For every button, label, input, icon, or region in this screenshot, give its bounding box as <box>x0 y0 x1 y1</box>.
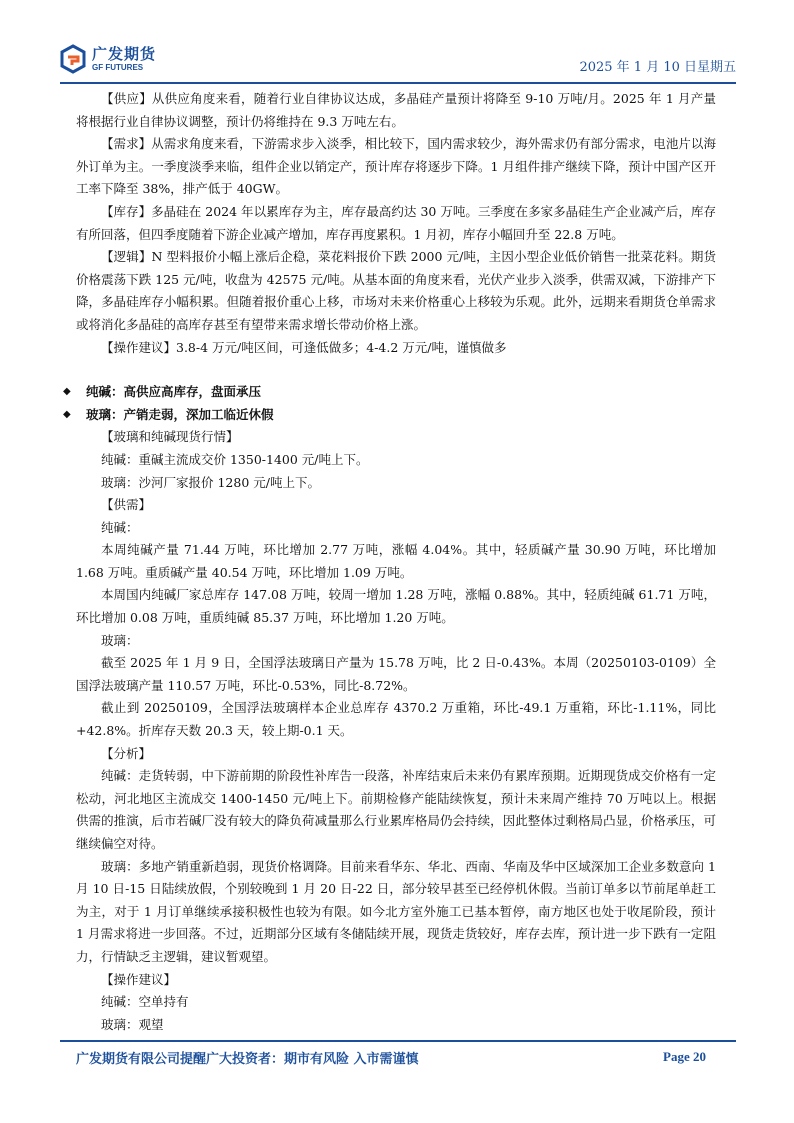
glass-analysis-paragraph: 玻璃：多地产销重新趋弱，现货价格调降。目前来看华东、华北、西南、华南及华中区域深加工企业多数意向 1 月 10 日-15 日陆续放假，个别较晚到 1 月 20 日-22 日，部分较早甚至已经停机休假。当前订单多以节前尾单赶工为主，对于 1 月订单继续承接积极性也较为有限。如今北方室外施工已基本暂停，南方地区也处于收尾阶段，预计 1 月需求将进一步回落。不过，近期部分区域有冬储陆续开展，现货走货较好，库存去库，预计进一步下跌有一定阻力，行情缺乏主逻辑，建议暂观望。 <box>76 858 716 964</box>
gf-logo-icon <box>60 44 86 74</box>
soda-production-paragraph: 本周纯碱产量 71.44 万吨，环比增加 2.77 万吨，涨幅 4.04%。其中，轻质碱产量 30.90 万吨，环比增加 1.68 万吨。重质碱产量 40.54 万吨，环比增加 1.09 万吨。 <box>76 542 716 580</box>
report-body <box>63 88 716 1036</box>
page-number: Page 20 <box>663 1049 706 1064</box>
demand-paragraph: 【需求】从需求角度来看，下游需求步入淡季，相比较下，国内需求较少，海外需求仍有部分需求，电池片以海外订单为主。一季度淡季来临，组件企业以销定产，预计库存将逐步下降。1 月组件排产继续下降，预计中国产区开工率下降至 38%，排产低于 40GW。 <box>76 136 716 197</box>
diamond-bullet-icon: ◆ <box>63 386 71 398</box>
header-divider <box>60 82 736 84</box>
operation-advice-paragraph: 【操作建议】3.8-4 万元/吨区间，可逢低做多；4-4.2 万元/吨，谨慎做多 <box>101 339 507 355</box>
risk-notice: 广发期货有限公司提醒广大投资者：期市有风险 入市需谨慎 <box>76 1052 419 1067</box>
spot-market-subheading: 【玻璃和纯碱现货行情】 <box>101 429 239 445</box>
glass-label: 玻璃： <box>101 632 139 648</box>
glass-spot-price: 玻璃：沙河厂家报价 1280 元/吨上下。 <box>101 474 320 490</box>
soda-ash-heading: ◆ 纯碱：高供应高库存，盘面承压 <box>76 381 716 404</box>
report-date: 2025 年 1 月 10 日星期五 <box>579 60 736 75</box>
glass-advice: 玻璃：观望 <box>101 1016 164 1032</box>
diamond-bullet-icon: ◆ <box>63 408 71 420</box>
logic-paragraph: 【逻辑】N 型料报价小幅上涨后企稳，菜花料报价下跌 2000 元/吨，主因小型企业低价销售一批菜花料。期货价格震荡下跌 125 元/吨，收盘为 42575 元/吨。从基本面的角度来看，光伏产业步入淡季，供需双减，下游排产下降，多晶硅库存小幅积累。但随着报价重心上移，市场对未来价格重心上移较为乐观。此外，远期来看期货仓单需求或将消化多晶硅的高库存甚至有望带来需求增长带动价格上涨。 <box>76 249 716 332</box>
soda-label: 纯碱： <box>101 519 139 535</box>
soda-advice: 纯碱：空单持有 <box>101 994 189 1010</box>
footer-divider <box>60 1040 736 1042</box>
inventory-paragraph: 【库存】多晶硅在 2024 年以累库存为主，库存最高约达 30 万吨。三季度在多家多晶硅生产企业减产后，库存有所回落，但四季度随着下游企业减产增加，库存再度累积。1 月初，库存小幅回升至 22.8 万吨。 <box>76 203 716 242</box>
glass-inventory-paragraph: 截止到 20250109，全国浮法玻璃样本企业总库存 4370.2 万重箱，环比-49.1 万重箱，环比-1.11%，同比+42.8%。折库存天数 20.3 天，较上期-0.1 天。 <box>76 700 716 739</box>
analysis-subheading: 【分析】 <box>101 745 152 761</box>
logo-chinese-name: 广发期货 <box>92 45 157 63</box>
soda-inventory-paragraph: 本周国内纯碱厂家总库存 147.08 万吨，较周一增加 1.28 万吨，涨幅 0.88%。其中，轻质纯碱 61.71 万吨，环比增加 0.08 万吨，重质纯碱 85.37 万吨，环比增加 1.20 万吨。 <box>76 587 716 626</box>
page-header <box>60 42 736 84</box>
glass-production-paragraph: 截至 2025 年 1 月 9 日，全国浮法玻璃日产量为 15.78 万吨，比 2 日-0.43%。本周（20250103-0109）全国浮法玻璃产量 110.57 万吨，环比-0.53%，同比-8.72%。 <box>76 655 716 693</box>
glass-heading: ◆ 玻璃：产销走弱，深加工临近休假 <box>76 404 716 427</box>
soda-analysis-paragraph: 纯碱：走货转弱，中下游前期的阶段性补库告一段落，补库结束后未来仍有累库预期。近期现货成交价格有一定松动，河北地区主流成交 1400-1450 元/吨上下。前期检修产能陆续恢复，预计未来周产维持 70 万吨以上。根据供需的推演，后市若碱厂没有较大的降负荷减量那么行业累库格局仍会持续，因此整体过剩格局凸显，价格承压，可继续偏空对待。 <box>76 768 716 851</box>
soda-spot-price: 纯碱：重碱主流成交价 1350-1400 元/吨上下。 <box>101 451 369 467</box>
supply-demand-subheading: 【供需】 <box>101 497 152 513</box>
section-gap <box>76 359 716 381</box>
company-logo <box>60 42 190 78</box>
advice-subheading: 【操作建议】 <box>101 971 177 987</box>
logo-english-name: GF FUTURES <box>92 63 144 72</box>
supply-paragraph: 【供应】从供应角度来看，随着行业自律协议达成，多晶硅产量预计将降至 9-10 万吨/月。2025 年 1 月产量将根据行业自律协议调整，预计仍将维持在 9.3 万吨左右。 <box>76 91 716 129</box>
